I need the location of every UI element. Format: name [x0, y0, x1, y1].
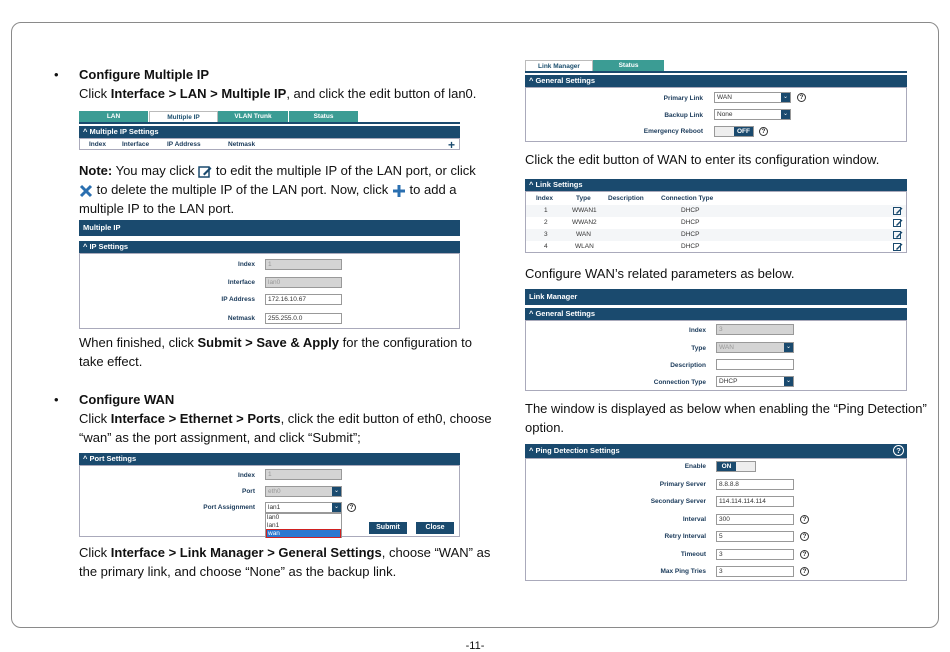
help-icon[interactable]: ?	[797, 93, 806, 102]
option-wan: wan	[268, 530, 280, 537]
help-icon[interactable]: ?	[893, 445, 904, 456]
multiple-ip-header: Multiple IP	[79, 220, 460, 236]
lan-tabs	[79, 111, 359, 122]
bullet: •	[54, 67, 59, 82]
col-netmask: Netmask	[228, 141, 256, 148]
ping-enable-toggle[interactable]	[716, 461, 756, 472]
wan-type-label: Type	[691, 345, 706, 352]
link-settings-table	[525, 191, 907, 253]
emergency-reboot-label: Emergency Reboot	[643, 128, 703, 135]
link-manager-line-2: the primary link, and choose “None” as the backup link.	[79, 564, 397, 579]
wan-index-input[interactable]: 3	[716, 324, 794, 335]
wan-line-2: “wan” as the port assignment, and click “Submit”;	[79, 430, 361, 445]
primary-server-label: Primary Server	[659, 481, 706, 488]
note-line-1: Note: You may click to edit the multiple IP of the LAN port, or click	[79, 163, 476, 178]
max-ping-tries-label: Max Ping Tries	[660, 568, 706, 575]
port-assignment-dropdown	[265, 513, 342, 538]
backup-link-label: Backup Link	[664, 112, 703, 119]
row-type: WWAN2	[572, 219, 597, 226]
edit-icon	[198, 165, 212, 179]
row-connection: DHCP	[681, 243, 700, 250]
table-row	[526, 241, 906, 253]
general-settings-bar[interactable]: ^ General Settings	[525, 75, 907, 87]
link-manager-tabs	[525, 60, 665, 71]
port-settings-bar[interactable]: ^ Port Settings	[79, 453, 460, 465]
chevron-down-icon: ⌄	[785, 378, 792, 384]
section-title-wan: Configure WAN	[79, 392, 175, 407]
wan-description-input[interactable]	[716, 359, 794, 370]
finish-line-1: When finished, click Submit > Save & Apply for the configuration to	[79, 335, 472, 350]
ping-text-line-1: The window is displayed as below when enabling the “Ping Detection”	[525, 401, 927, 416]
wan-connection-type-label: Connection Type	[653, 379, 706, 386]
row-connection: DHCP	[681, 219, 700, 226]
index-label: Index	[238, 261, 255, 268]
help-icon[interactable]: ?	[759, 127, 768, 136]
timeout-label: Timeout	[680, 551, 706, 558]
edit-icon[interactable]	[893, 242, 903, 252]
ip-settings-bar[interactable]: ^ IP Settings	[79, 241, 460, 253]
netmask-input[interactable]: 255.255.0.0	[265, 313, 342, 324]
wan-general-panel	[525, 320, 907, 391]
instruction-multiple-ip: Click Interface > LAN > Multiple IP, and click the edit button of lan0.	[79, 86, 477, 101]
row-index: 4	[544, 243, 548, 250]
primary-link-select[interactable]: WAN ⌄	[714, 92, 791, 103]
primary-link-label: Primary Link	[663, 95, 703, 102]
edit-icon[interactable]	[893, 230, 903, 240]
page-number: -11-	[465, 640, 485, 652]
tab-divider	[79, 122, 460, 124]
tab-status[interactable]: Status	[289, 111, 359, 122]
chevron-down-icon: ⌄	[782, 111, 789, 117]
link-manager-line-1: Click Interface > Link Manager > General Settings, choose “WAN” as	[79, 545, 491, 560]
ip-address-input[interactable]: 172.16.10.67	[265, 294, 342, 305]
tab-lan[interactable]: LAN	[79, 111, 149, 122]
ping-detection-bar[interactable]: ^ Ping Detection Settings ?	[525, 444, 907, 458]
retry-interval-label: Retry Interval	[664, 533, 706, 540]
table-row	[526, 205, 906, 217]
ping-enable-label: Enable	[684, 463, 706, 470]
link-manager-header: Link Manager	[525, 289, 907, 305]
wan-line-1: Click Interface > Ethernet > Ports, click the edit button of eth0, choose	[79, 411, 492, 426]
general-settings-panel	[525, 87, 907, 142]
row-type: WLAN	[575, 243, 594, 250]
index-input[interactable]: 1	[265, 259, 342, 270]
delete-icon	[79, 184, 93, 198]
chevron-down-icon: ⌄	[333, 488, 340, 494]
help-icon[interactable]: ?	[800, 532, 809, 541]
row-type: WAN	[576, 231, 591, 238]
row-index: 3	[544, 231, 548, 238]
option-lan0[interactable]: lan0	[267, 514, 280, 521]
emergency-reboot-toggle[interactable]	[714, 126, 754, 137]
link-settings-bar[interactable]: ^ Link Settings	[525, 179, 907, 191]
bullet: •	[54, 392, 59, 407]
tab-multiple-ip[interactable]: Multiple IP	[149, 111, 218, 122]
chevron-down-icon: ⌄	[782, 94, 789, 100]
edit-icon[interactable]	[893, 218, 903, 228]
add-icon	[392, 184, 406, 198]
multiple-ip-table	[79, 138, 460, 150]
ping-text-line-2: option.	[525, 420, 565, 435]
multiple-ip-settings-bar[interactable]: ^ Multiple IP Settings	[79, 126, 460, 138]
wan-index-label: Index	[689, 327, 706, 334]
wan-type-select[interactable]: WAN ⌄	[716, 342, 794, 353]
port-assignment-label: Port Assignment	[203, 504, 255, 511]
edit-wan-text: Click the edit button of WAN to enter its configuration window.	[525, 152, 880, 167]
note-line-2: to delete the multiple IP of the LAN port. Now, click to add a	[79, 180, 457, 199]
general-settings-bar-2[interactable]: ^ General Settings	[525, 308, 907, 320]
help-icon[interactable]: ?	[800, 515, 809, 524]
row-index: 2	[544, 219, 548, 226]
row-connection: DHCP	[681, 207, 700, 214]
add-icon[interactable]: +	[447, 138, 455, 152]
col-ip-address: IP Address	[167, 141, 201, 148]
help-icon[interactable]: ?	[347, 503, 356, 512]
table-row	[526, 229, 906, 241]
interval-input[interactable]: 300	[716, 514, 794, 525]
tab-divider	[525, 71, 907, 73]
note-line-3: multiple IP to the LAN port.	[79, 201, 235, 216]
section-title-multiple-ip: Configure Multiple IP	[79, 67, 209, 82]
table-row	[526, 217, 906, 229]
col-description: Description	[608, 195, 644, 202]
backup-link-select[interactable]: None ⌄	[714, 109, 791, 120]
port-label: Port	[242, 488, 255, 495]
help-icon[interactable]: ?	[800, 567, 809, 576]
tab-status[interactable]: Status	[593, 60, 665, 71]
max-ping-tries-input[interactable]: 3	[716, 566, 794, 577]
port-select[interactable]: eth0 ⌄	[265, 486, 342, 497]
ping-detection-panel	[525, 458, 907, 581]
timeout-input[interactable]: 3	[716, 549, 794, 560]
col-index: Index	[536, 195, 553, 202]
port-assignment-select[interactable]: lan1 ⌄	[265, 502, 342, 513]
tab-link-manager[interactable]: Link Manager	[525, 60, 593, 71]
interface-label: Interface	[227, 279, 255, 286]
help-icon[interactable]: ?	[800, 550, 809, 559]
col-connection-type: Connection Type	[661, 195, 714, 202]
netmask-label: Netmask	[227, 315, 255, 322]
port-settings-panel	[79, 465, 460, 537]
secondary-server-label: Secondary Server	[650, 498, 706, 505]
tab-vlan-trunk[interactable]: VLAN Trunk	[218, 111, 289, 122]
row-index: 1	[544, 207, 548, 214]
option-wan-highlight[interactable]	[266, 529, 341, 538]
ip-address-label: IP Address	[221, 296, 255, 303]
finish-line-2: take effect.	[79, 354, 143, 369]
wan-description-label: Description	[670, 362, 706, 369]
row-connection: DHCP	[681, 231, 700, 238]
interface-input[interactable]: lan0	[265, 277, 342, 288]
edit-icon[interactable]	[893, 206, 903, 216]
col-interface: Interface	[122, 141, 150, 148]
ip-settings-panel	[79, 253, 460, 329]
secondary-server-input[interactable]: 114.114.114.114	[716, 496, 794, 507]
port-index-label: Index	[238, 472, 255, 479]
retry-interval-input[interactable]: 5	[716, 531, 794, 542]
option-lan1[interactable]: lan1	[267, 522, 280, 529]
chevron-down-icon: ⌄	[333, 504, 340, 510]
port-index-input[interactable]: 1	[265, 469, 342, 480]
toggle-off-label: OFF	[734, 127, 753, 136]
submit-button[interactable]: Submit	[369, 522, 407, 534]
wan-params-text: Configure WAN’s related parameters as below.	[525, 266, 795, 281]
chevron-down-icon: ⌄	[785, 344, 792, 350]
col-index: Index	[89, 141, 106, 148]
wan-connection-type-select[interactable]: DHCP ⌄	[716, 376, 794, 387]
col-type: Type	[576, 195, 591, 202]
toggle-on-label: ON	[717, 462, 736, 471]
close-button[interactable]: Close	[416, 522, 454, 534]
row-type: WWAN1	[572, 207, 597, 214]
primary-server-input[interactable]: 8.8.8.8	[716, 479, 794, 490]
interval-label: Interval	[682, 516, 706, 523]
